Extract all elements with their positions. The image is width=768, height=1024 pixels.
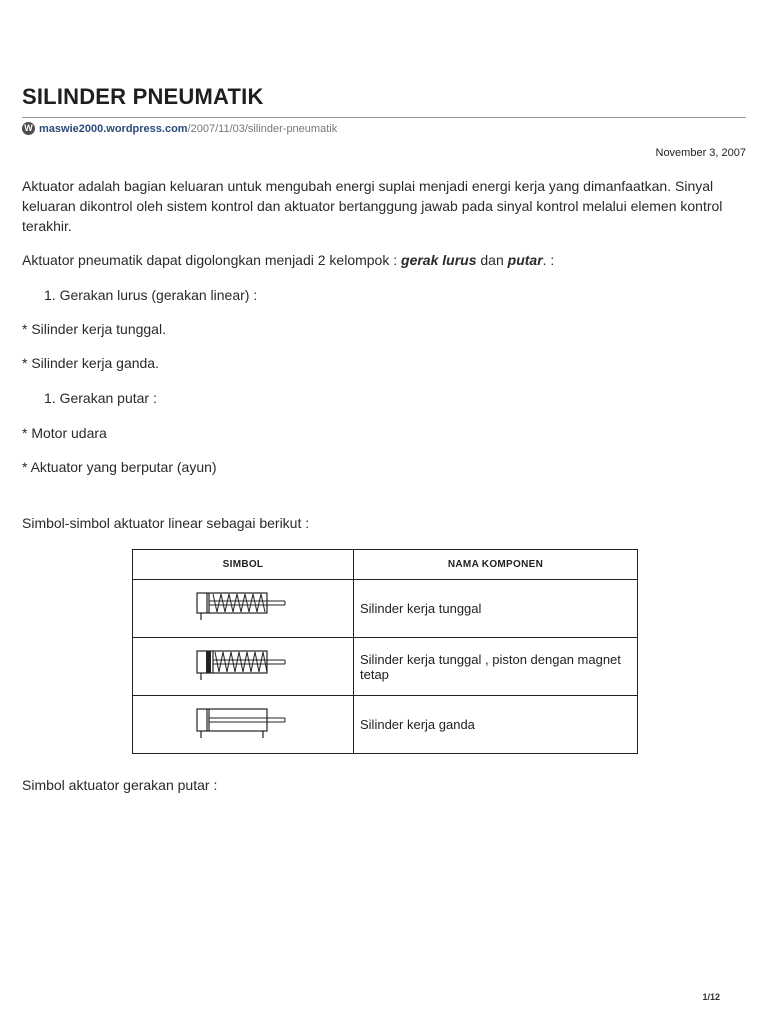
- classification-text: Aktuator pneumatik dapat digolongkan menjadi 2 kelompok :: [22, 252, 402, 268]
- linear-motion-term: gerak lurus: [401, 252, 477, 268]
- classification-tail: . :: [542, 252, 555, 268]
- page-title: SILINDER PNEUMATIK: [22, 84, 264, 109]
- list-item: * Silinder kerja ganda.: [22, 355, 159, 371]
- list-heading-linear: 1. Gerakan lurus (gerakan linear) :: [44, 287, 258, 303]
- single-acting-cylinder-symbol: [195, 587, 291, 627]
- list-item: * Motor udara: [22, 425, 107, 441]
- single-acting-magnet-cylinder-symbol: [195, 645, 291, 685]
- list-item: * Aktuator yang berputar (ayun): [22, 459, 217, 475]
- post-date: November 3, 2007: [655, 147, 746, 159]
- actuator-symbol-table: [132, 549, 638, 754]
- column-header-name: NAMA KOMPONEN: [354, 550, 638, 580]
- document-page: [22, 0, 746, 1024]
- symbol-cell: [133, 638, 354, 696]
- list-item: * Silinder kerja tunggal.: [22, 321, 166, 337]
- source-path-link[interactable]: /2007/11/03/silinder-pneumatik: [187, 122, 338, 135]
- classification-paragraph: [22, 250, 746, 270]
- source-line: [22, 122, 337, 135]
- rotary-intro-text: Simbol aktuator gerakan putar :: [22, 777, 218, 793]
- table-intro-text: Simbol-simbol aktuator linear sebagai berikut :: [22, 515, 310, 531]
- symbol-cell: [133, 696, 354, 754]
- table-row: [133, 696, 638, 754]
- double-acting-cylinder-symbol: [195, 703, 291, 743]
- component-name: Silinder kerja tunggal: [354, 580, 638, 638]
- page-number: 1/12: [702, 992, 720, 1002]
- wordpress-icon: W: [22, 122, 35, 135]
- title-divider: [22, 117, 746, 118]
- component-name: Silinder kerja tunggal , piston dengan magnet tetap: [354, 638, 638, 696]
- table-header-row: [133, 550, 638, 580]
- table-row: [133, 580, 638, 638]
- list-heading-rotary: 1. Gerakan putar :: [44, 390, 157, 406]
- intro-paragraph: Aktuator adalah bagian keluaran untuk mengubah energi suplai menjadi energi kerja yang dimanfaatkan. Sinyal keluaran dikontrol oleh sistem kontrol dan aktuator bertanggung jawab pada sinyal kontrol melalui elemen kontrol terakhir.: [22, 178, 723, 234]
- component-name: Silinder kerja ganda: [354, 696, 638, 754]
- column-header-symbol: SIMBOL: [133, 550, 354, 580]
- conjunction-text: dan: [476, 252, 508, 268]
- symbol-cell: [133, 580, 354, 638]
- table-row: [133, 638, 638, 696]
- rotary-motion-term: putar: [507, 252, 543, 268]
- source-domain-link[interactable]: maswie2000.wordpress.com: [39, 122, 188, 135]
